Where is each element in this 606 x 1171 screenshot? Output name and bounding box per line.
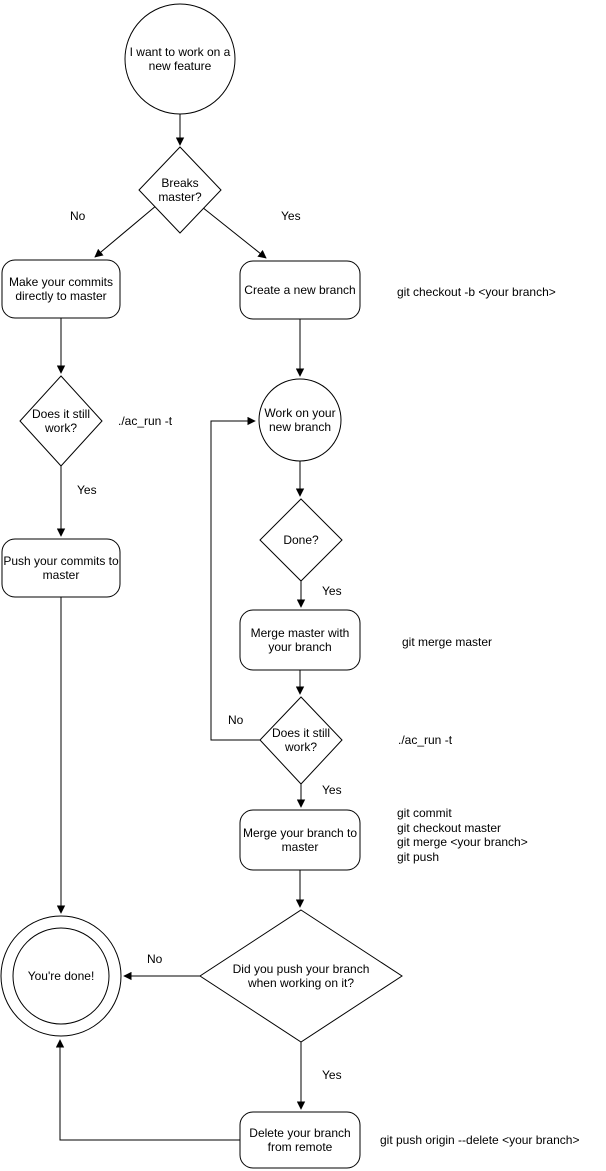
- edge-label-didpush-yes: Yes: [322, 1068, 342, 1082]
- edge-label-stillwork-right-yes: Yes: [322, 783, 342, 797]
- edge-label-stillwork-left-yes: Yes: [77, 483, 97, 497]
- edge-label-stillwork-right-no: No: [228, 713, 244, 727]
- still-work-left-label: Does it still work?: [31, 406, 90, 435]
- annotation-cmd-line: git push: [397, 849, 440, 864]
- annotation-test-cmd-left: ./ac_run -t: [118, 414, 173, 428]
- edge-label-breaks-yes: Yes: [281, 209, 301, 223]
- done-label: Done?: [283, 532, 319, 547]
- push-commits-label: Push your commits to master: [3, 553, 119, 582]
- delete-remote-label: Delete your branch from remote: [249, 1125, 351, 1154]
- edge-label-breaks-no: No: [70, 209, 86, 223]
- edge-breaks-no: [95, 205, 157, 257]
- start-label: I want to work on a new feature: [129, 44, 231, 73]
- annotation-merge-master-cmd: git merge master: [402, 635, 493, 649]
- youre-done-label: You're done!: [27, 968, 95, 983]
- breaks-master-label: Breaks master?: [158, 175, 202, 204]
- annotation-merge-branch-cmds: [397, 806, 528, 864]
- still-work-right-label: Does it still work?: [271, 725, 330, 754]
- work-branch-label: Work on your new branch: [264, 405, 336, 434]
- edge-delete-to-done-loop: [60, 1040, 240, 1140]
- create-branch-label: Create a new branch: [244, 282, 356, 297]
- merge-branch-label: Merge your branch to master: [242, 825, 358, 854]
- annotation-cmd-line: git checkout master: [397, 820, 502, 835]
- edge-label-done-yes: Yes: [322, 584, 342, 598]
- edge-stillwork2-no-loop: [211, 421, 260, 740]
- annotation-delete-cmd: git push origin --delete <your branch>: [380, 1133, 580, 1147]
- merge-master-label: Merge master with your branch: [250, 625, 350, 654]
- edge-label-didpush-no: No: [147, 952, 163, 966]
- make-commits-label: Make your commits directly to master: [8, 274, 114, 303]
- did-push-label: Did you push your branch when working on it?: [232, 961, 370, 990]
- annotation-test-cmd-right: ./ac_run -t: [398, 733, 453, 747]
- edge-breaks-yes: [202, 207, 266, 258]
- annotation-checkout-cmd: git checkout -b <your branch>: [397, 285, 556, 299]
- annotation-cmd-line: git merge <your branch>: [397, 835, 528, 849]
- annotation-cmd-line: git commit: [397, 806, 452, 820]
